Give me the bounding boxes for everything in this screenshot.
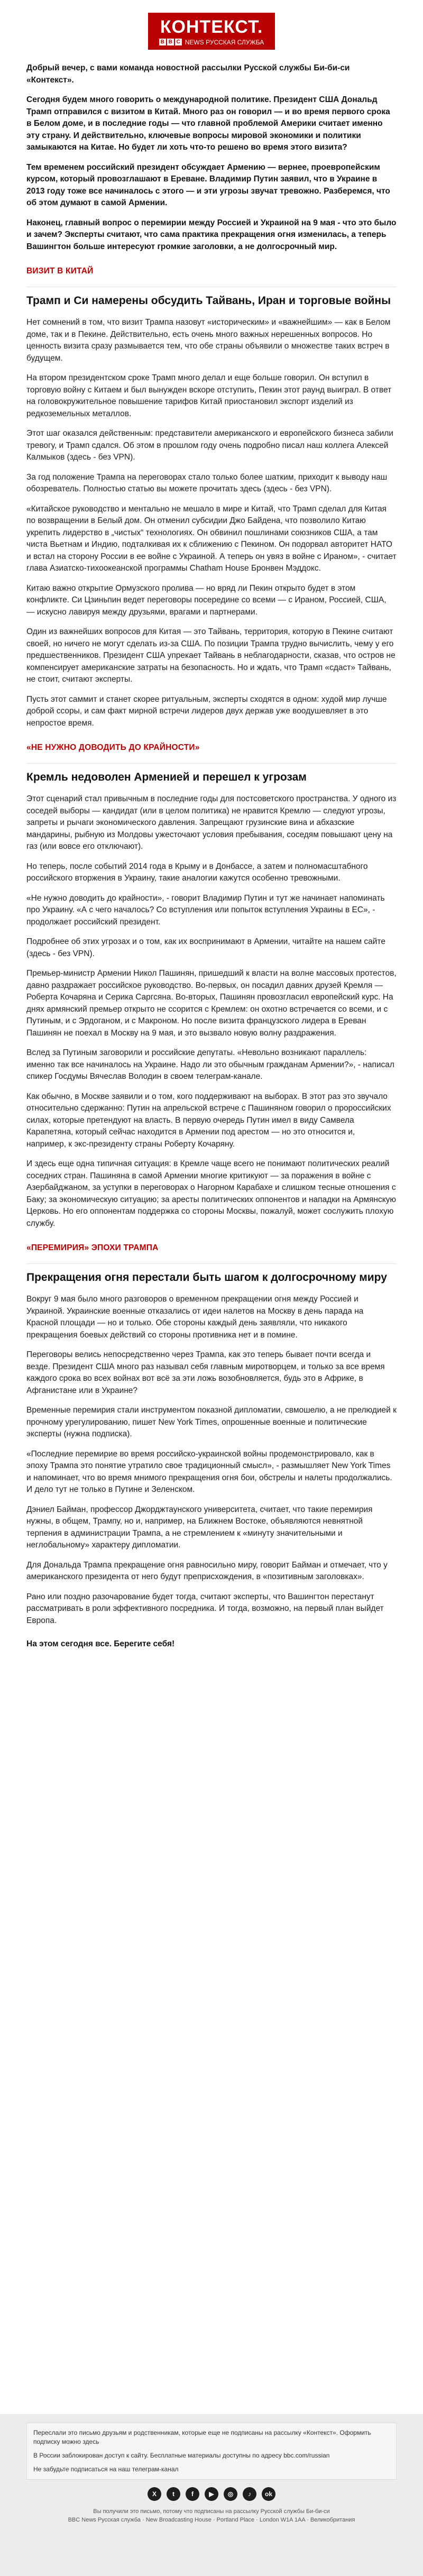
bbc-block-b1: B <box>159 39 166 45</box>
article-paragraph: На втором президентском сроке Трамп много делал и еще больше говорил. Он вступил в торговую войну с Китаем и был вынужден вскоре отступить, Пекин этот раунд выиграл. В ответ на головокружительное повышение тарифов Китай приостановил экспорт изделий из редкоземельных металлов. <box>26 373 392 418</box>
youtube-icon[interactable]: ▶ <box>205 2487 218 2501</box>
newsletter-header <box>0 0 423 62</box>
intro-paragraph: Сегодня будем много говорить о международной политике. Президент США Дональд Трамп отправился с визитом в Китай. Много раз он говорил — и во время первого срока в Белом доме, и в последние годы — что главной проблемой Америки считает именно эту страну. И действительно, ключевые вопросы мировой экономики и политики замыкаются на Китае. Но будет ли хоть что-то решено во время этого визита? <box>26 95 390 152</box>
article-paragraph: Рано или поздно разочарование будет тогда, считают эксперты, что Вашингтон перестанут рассматривать в роли эффективного посредника. И тогда, возможно, на первый план выйдет Европа. <box>26 1592 384 1625</box>
article-paragraph: Премьер-министр Армении Никол Пашинян, пришедший к власти на волне массовых протестов, давно раздражает российское руководство. Во-первых, он посадил давних друзей Кремля — Роберта Кочаряна и Серика Саргсяна. Во-вторых, Пашинян провозгласил европейский курс. На днях армянский премьер открыто не ссорится с Кремлем: он охотно встречается со всеми, и с Путиным, и с Эрдоганом, и с Макроном. Но после визита французского лидера в Ереван Пашинян не поехал в Москву на 9 мая, и это вызвало новую волну раздражения. <box>26 969 397 1038</box>
article-paragraph: Вокруг 9 мая было много разговоров о временном прекращении огня между Россией и Украиной. Украинские военные отказались от идеи налетов на Москву в день парада на Красной площади — но и только. Обе стороны каждый день заявляли, что никакого прекращения боевых действий со стороны противника нет и в помине. <box>26 1295 364 1340</box>
article-paragraph: «Не нужно доводить до крайности», - говорит Владимир Путин и тут же начинает напоминать про Украину. «А с чего началось? Со вступления или попыток вступления Украины в ЕС», - продолжает российский президент. <box>26 893 385 927</box>
footer-note-subscribe[interactable]: Переслали это письмо друзьям и родственникам, которые еще не подписаны на рассылку «Контекст». Оформить подписку можно здесь <box>33 2429 371 2445</box>
logo-subtitle: NEWS РУССКАЯ СЛУЖБА <box>185 38 264 46</box>
article-paragraph: Один из важнейших вопросов для Китая — это Тайвань, территория, которую в Пекине считают своей, но ничего не могут сделать из-за США. По позиции Трампа трудно вычислить, чему у его предшественников. Президент США упрекает Тайвань в неблагодарности, сказав, что остров не компенсирует американские затраты на безопасность. Но и ждать, что Трамп «сдаст» Тайвань, не стоит, считают эксперты. <box>26 627 396 684</box>
article-paragraph: «Последние перемирие во время российско-украинской войны продемонстрировало, как в эпоху Трампа это понятие утратило свое традиционный смысл», - размышляет New York Times и напоминает, что во время мнимого прекращения огня бои, обстрелы и налеты продолжались. И дело тут не только в Путине и Зеленском. <box>26 1449 392 1494</box>
closing-line: На этом сегодня все. Берегите себя! <box>26 1639 175 1648</box>
article-paragraph: «Китайское руководство и ментально не мешало в мире и Китай, что Трамп сделал для Китая по возвращении в Белый дом. Он отменил субсидии Джо Байдена, что позволило Китаю укрепить лидерство в „чистых“ технологиях. Он обвинил пошлинами союзников США, а там чиста Вьетнам и Индию, подталкивая их к сближению с Пекином. Он подорвал авторитет НАТО и встал на сторону России в ее войне с Украиной. А теперь он увяз в войне с Ираном», - считает глава Азиатско-тихоокеанской программы Chatham House Бронвен Мэддокс. <box>26 504 397 573</box>
logo-title: КОНТЕКСТ. <box>160 16 263 37</box>
section-label-armenia: «НЕ НУЖНО ДОВОДИТЬ ДО КРАЙНОСТИ» <box>26 743 200 752</box>
footer-note-telegram[interactable]: Не забудьте подписаться на наш телеграм-канал <box>33 2465 179 2473</box>
newsletter-footer <box>0 2414 423 2576</box>
article-paragraph: Переговоры велись непосредственно через Трампа, как это теперь бывает почти всегда и везде. Президент США много раз называл себя главным миротворцем, и только за все время каждого срока во всех войнах вот всё за эти ложь возобновляется, будь это в Африке, в Афганистане или в Украине? <box>26 1350 385 1395</box>
social-links <box>26 2487 397 2501</box>
article-paragraph: Этот шаг оказался действенным: представители американского и европейского бизнеса забили тревогу, и Трамп сдался. Об этом в прошлом году очень подробно писал наш коллега Алексей Калмыков (здесь - без VPN). <box>26 429 393 462</box>
article-paragraph: Дэниел Байман, профессор Джорджтаунского университета, считает, что такие перемирия нужны, в общем, Трампу, но и, например, на Ближнем Востоке, объявляются невнятной терпения в администрации Трампа, а не стремлением к «минуту значительными и неглобальному» характеру дипломатии. <box>26 1505 373 1550</box>
article-paragraph: Вслед за Путиным заговорили и российские депутаты. «Невольно возникают параллель: именно так все начиналось на Украине. Надо ли это обычным гражданам Армении?», - написал спикер Госдумы Вячеслав Володин в своем телеграм-канале. <box>26 1048 394 1081</box>
article-paragraph: Временные перемирия стали инструментом показной дипломатии, свмошелю, а не прелюдией к прочному урегулированию, пишет New York Times, опрошенные военные и политические эксперты (нужна подписка). <box>26 1406 397 1438</box>
intro-paragraph: Наконец, главный вопрос о перемирии между Россией и Украиной на 9 мая - что это было и зачем? Эксперты считают, что сама практика прекращения огня изменилась, а теперь Вашингтон больше интересуют громкие заголовки, а не долгосрочный мир. <box>26 218 397 251</box>
section-label-ceasefire: «ПЕРЕМИРИЯ» ЭПОХИ ТРАМПА <box>26 1243 159 1252</box>
footer-notes-box <box>26 2423 397 2480</box>
article-title-china[interactable]: Трамп и Си намерены обсудить Тайвань, Иран и торговые войны <box>26 295 391 307</box>
odnoklassniki-icon[interactable]: ok <box>262 2487 275 2501</box>
intro-paragraph: Тем временем российский президент обсуждает Армению — вернее, проевропейским курсом, который провозглашают в Ереване. Владимир Путин заявил, что в Украине в 2013 году тоже все начиналось с этого — и эти угрозы звучат тревожно. Разберемся, что об этом думают в самой Армении. <box>26 162 390 207</box>
bbc-logo-icon <box>159 39 182 45</box>
article-paragraph: Как обычно, в Москве заявили и о том, кого поддерживают на выборах. В этот раз это звучало относительно сдержанно: Путин на апрельской встрече с Пашиняном говорил о пророссийских силах, которые претендуют на власть. В первую очередь Путин имел в виду Самвела Карапетяна, который сейчас находится в Армении под арестом — но это относится и, например, к экс-президенту страны Роберту Кочаряну. <box>26 1092 391 1149</box>
telegram-icon[interactable]: t <box>167 2487 180 2501</box>
article-paragraph: Подробнее об этих угрозах и о том, как их воспринимают в Армении, читайте на нашем сайте (здесь - без VPN). <box>26 937 385 958</box>
instagram-icon[interactable]: ◎ <box>224 2487 237 2501</box>
article-paragraph: Этот сценарий стал привычным в последние годы для постсоветского пространства. У одного из соседей выборы — кандидат (или в целом политика) не нравится Кремлю — следуют угрозы, запреты и рычаги экономического давления. Запрещают грузинские вина и абхазские мандарины, рыбную из Молдовы ужесточают условия пребывания, соседям повышают цену на газ (или вовсе его отключают). <box>26 794 397 851</box>
x-icon[interactable]: X <box>148 2487 161 2501</box>
article-paragraph: Нет сомнений в том, что визит Трампа назовут «историческим» и «важнейшим» — как в Белом доме, так и в Пекине. Действительно, есть очень много важных нерешенных вопросов. Но ценность визита сразу размывается тем, что обе страны объявили о множестве таких встреч в будущем. <box>26 318 391 363</box>
footer-subscription-reason: Вы получили это письмо, потому что подписаны на рассылку Русской службы Би-би-си <box>93 2508 330 2515</box>
section-divider <box>26 763 397 764</box>
footer-note-mirror[interactable]: В России заблокирован доступ к сайту. Бесплатные материалы доступны по адресу bbc.com/russian <box>33 2452 330 2459</box>
article-paragraph: Китаю важно открытие Ормузского пролива — но вряд ли Пекин открыто будет в этом конфликте. Си Цзиньпин ведет переговоры посередине со всеми — с Ираном, Россией, США, — искусно лавируя между друзьями, врагами и партнерами. <box>26 583 387 617</box>
newsletter-body <box>26 62 397 2493</box>
article-title-ceasefire[interactable]: Прекращения огня перестали быть шагом к долгосрочному миру <box>26 1271 387 1284</box>
section-label-china: ВИЗИТ В КИТАЙ <box>26 267 94 276</box>
article-paragraph: Для Дональда Трампа прекращение огня равносильно миру, говорит Байман и отмечает, что у американского президента от него будут преприсхождения, в «позитивным заголовках». <box>26 1560 388 1581</box>
tiktok-icon[interactable]: ♪ <box>243 2487 256 2501</box>
facebook-icon[interactable]: f <box>186 2487 199 2501</box>
article-paragraph: И здесь еще одна типичная ситуация: в Кремле чаще всего не понимают политических реалий соседних стран. Пашиняна в самой Армении многие критикуют — за поражения в войне с Азербайджаном, за уступки в переговорах о Нагорном Карабахе и слишком тесные отношения с Баку; за экономическую ситуацию; за аресты политических оппонентов и нападки на Армянскую Церковь. Но его оппонентам поддержка со стороны Москвы, пожалуй, может сослужить плохую службу. <box>26 1159 397 1228</box>
section-divider <box>26 1263 397 1264</box>
bbc-block-c: C <box>175 39 182 45</box>
article-paragraph: Но теперь, после событий 2014 года в Крыму и в Донбассе, а затем и полномасштабного российского вторжения в Украину, такие аналогии кажутся особенно тревожными. <box>26 861 368 883</box>
kontekst-logo[interactable] <box>148 13 275 50</box>
article-paragraph: За год положение Трампа на переговорах стало только более шатким, приходит к выводу наш обозреватель. Полностью статью вы можете прочитать здесь (здесь - без VPN). <box>26 472 388 493</box>
article-title-armenia[interactable]: Кремль недоволен Арменией и перешел к угрозам <box>26 771 307 783</box>
article-paragraph: Пусть этот саммит и станет скорее ритуальным, эксперты сходятся в одном: худой мир лучше доброй ссоры, и сам факт мирной встречи лидеров двух держав уже воодушевляет в это непростое время. <box>26 694 387 728</box>
bbc-news-russian-label <box>159 39 264 46</box>
footer-small-print <box>26 2507 397 2524</box>
bbc-block-b2: B <box>167 39 174 45</box>
intro-greeting: Добрый вечер, с вами команда новостной рассылки Русской службы Би-би-си «Контекст». <box>26 63 350 85</box>
footer-address: BBC News Русская служба · New Broadcasting House · Portland Place · London W1A 1AA · Великобритания <box>68 2517 355 2523</box>
